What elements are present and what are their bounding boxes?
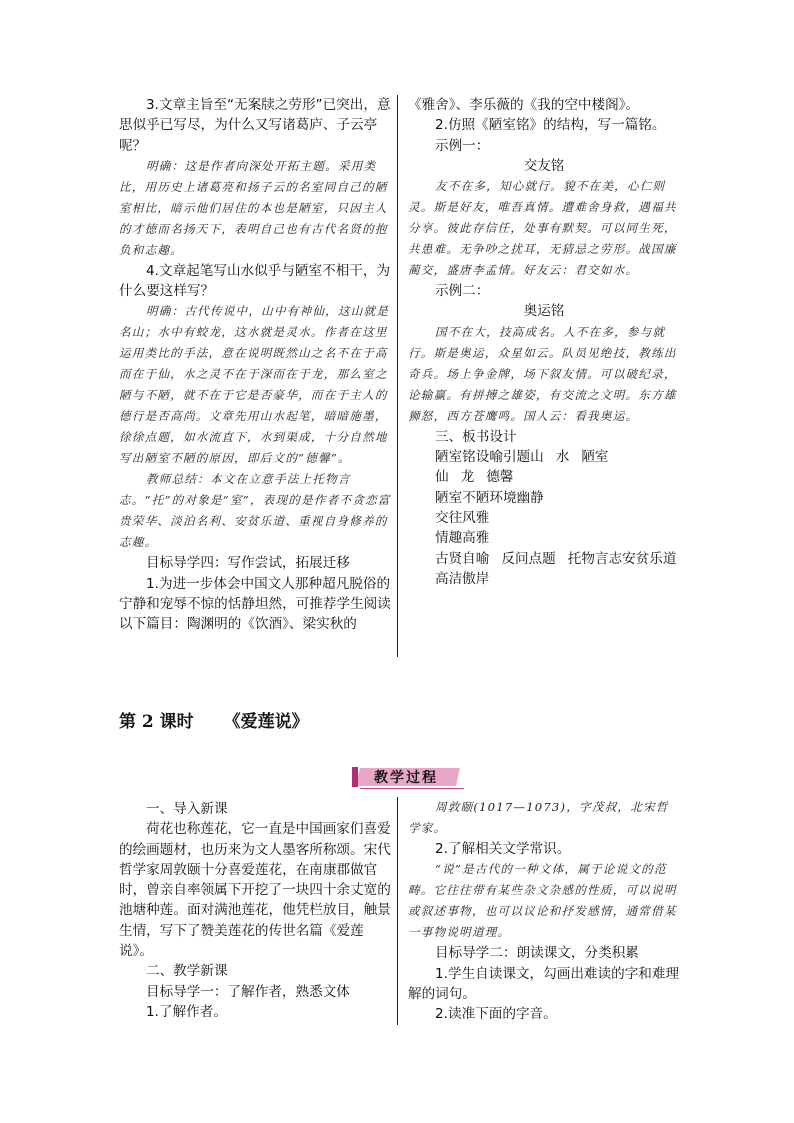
example-1-title: 交友铭 (523, 157, 565, 174)
goal-1: 目标导学一：了解作者，熟悉文体 (146, 983, 350, 1000)
board-line-4 (408, 508, 680, 528)
column-divider-top (397, 95, 398, 657)
question-4: 4.文章起笔写山水似乎与陋室不相干，为什么要这样写？ (119, 262, 391, 300)
self-reading: 1.学生自读课文，勾画出难读的字和难理解的词句。 (408, 965, 680, 1002)
example-1-body: 友不在多，知心就行。貌不在美，心仁则灵。斯是好友，唯吾真情。遭难舍身救，遇福共分享。彼此存信任，处事有默契。可以同生死，共患难。无争吵之扰耳，无猜忌之劳形。战国廉蔺交，盛唐李孟情。好友云：君交如水。 (408, 179, 677, 278)
section-1-heading: 一、导入新课 (146, 801, 228, 817)
lesson-number: 第 2 课时 (119, 712, 194, 732)
teaching-process-banner (352, 762, 468, 792)
top-left-column (119, 95, 391, 635)
banner-label: 教学过程 (374, 770, 438, 786)
know-author: 1.了解作者。 (146, 1003, 227, 1020)
question-3: 3.文章主旨至“无案牍之劳形”已突出，意思似乎已写尽，为什么又写诸葛庐、子云亭呢？ (119, 97, 391, 154)
reading-continuation: 《雅舍》、李乐薇的《我的空中楼阁》。 (408, 97, 640, 113)
genre-explanation: “说”是古代的一种文体，属于论说文的范畴。它往往带有某些杂文杂感的性质，可以说明或叙述事物，也可以议论和抒发感情，通常借某一事物说明道理。 (408, 862, 677, 940)
board-line-3 (408, 488, 680, 508)
board-text: 陋室不陋环境幽静 (435, 489, 544, 506)
board-line-5 (408, 528, 680, 548)
banner-accent-bar (352, 767, 358, 787)
board-line-7 (408, 569, 680, 589)
board-text: 高洁傲岸 (435, 570, 490, 587)
board-text: 陋室铭设喻引题山 (435, 449, 544, 466)
board-design-title: 三、板书设计 (435, 428, 517, 445)
banner-underline (360, 788, 464, 789)
board-text: 情趣高雅 (435, 530, 490, 547)
example-2-body: 国不在大，技高成名。人不在多，参与就行。斯是奥运，众星如云。队员见绝技，教练出奇兵。场上争金牌，场下叙友情。可以破纪录，论输赢。有拼搏之雄姿，有交流之文明。东方雄狮怒，西方苍鹰鸣。国人云：看我奥运。 (408, 324, 677, 423)
board-line-2 (408, 467, 680, 487)
reading-recommendation: 1.为进一步体会中国文人那种超凡脱俗的宁静和宠辱不惊的恬静坦然，可推荐学生阅读以下篇目：陶渊明的《饮酒》、梁实秋的 (119, 575, 391, 633)
bottom-right-column (408, 797, 680, 1024)
board-text: 水 (555, 449, 570, 466)
example-2-title: 奥运铭 (523, 303, 565, 320)
example-1-label: 示例一： (435, 137, 490, 154)
column-divider-bottom (397, 797, 398, 1025)
author-info: 周敦颐(1017—1073)，字茂叔，北宋哲学家。 (408, 800, 669, 835)
teacher-summary: 教师总结：本文在立意手法上托物言志。“托”的对象是“室”，表现的是作者不贪恋富贵荣华、淡泊名利、安贫乐道、重视自身修养的志趣。 (119, 472, 391, 550)
goal-4: 目标导学四：写作尝试，拓展迁移 (146, 555, 350, 572)
board-line-6 (408, 549, 680, 569)
board-text: 反问点题 (501, 550, 556, 567)
lesson-heading (119, 707, 309, 732)
board-text: 仙 (435, 469, 449, 486)
example-2-label: 示例二： (435, 283, 490, 300)
board-text: 龙 (460, 469, 475, 486)
section-2-heading: 二、教学新课 (146, 963, 228, 980)
board-text: 德馨 (486, 469, 514, 486)
writing-task: 2.仿照《陋室铭》的结构，写一篇铭。 (435, 117, 666, 134)
board-line-1 (408, 447, 680, 467)
board-text: 陋室 (581, 449, 609, 466)
board-text: 交往风雅 (435, 509, 490, 526)
goal-2: 目标导学二：朗读课文，分类积累 (435, 945, 639, 962)
answer-4: 明确：古代传说中，山中有神仙，这山就是名山；水中有蛟龙，这水就是灵水。作者在这里运用类比的手法，意在说明既然山之名不在于高而在于仙，水之灵不在于深而在于龙，那么室之陋与不陋，就不在于它是否豪华，而在于主人的德行是否高尚。文章先用山水起笔，暗暗施墨，徐徐点题，如水流直下，水到渠成，十分自然地写出陋室不陋的原因，即后文的“德馨”。 (119, 304, 390, 466)
board-text: 托物言志安贫乐道 (567, 550, 677, 567)
top-right-column (408, 95, 680, 589)
bottom-left-column (119, 799, 391, 1022)
intro-paragraph: 荷花也称莲花，它一直是中国画家们喜爱的绘画题材，也历来为文人墨客所称颂。宋代哲学家周敦颐十分喜爱莲花，在南康郡做官时，曾亲自率领属下开挖了一块四十余丈宽的池塘种莲。面对满池莲花，他凭栏放目，触景生情，写下了赞美莲花的传世名篇《爱莲说》。 (119, 821, 391, 960)
lesson-title: 《爱莲说》 (223, 712, 309, 732)
literary-knowledge: 2.了解相关文学常识。 (435, 841, 571, 857)
board-text: 古贤自喻 (435, 550, 490, 567)
pronunciation: 2.读准下面的字音。 (435, 1006, 557, 1023)
answer-3: 明确：这是作者向深处开拓主题。采用类比，用历史上诸葛亮和扬子云的名室同自己的陋室相比，暗示他们居住的本也是陋室，只因主人的才德而名扬天下，表明自己也有古代名贤的抱负和志趣。 (119, 158, 388, 257)
